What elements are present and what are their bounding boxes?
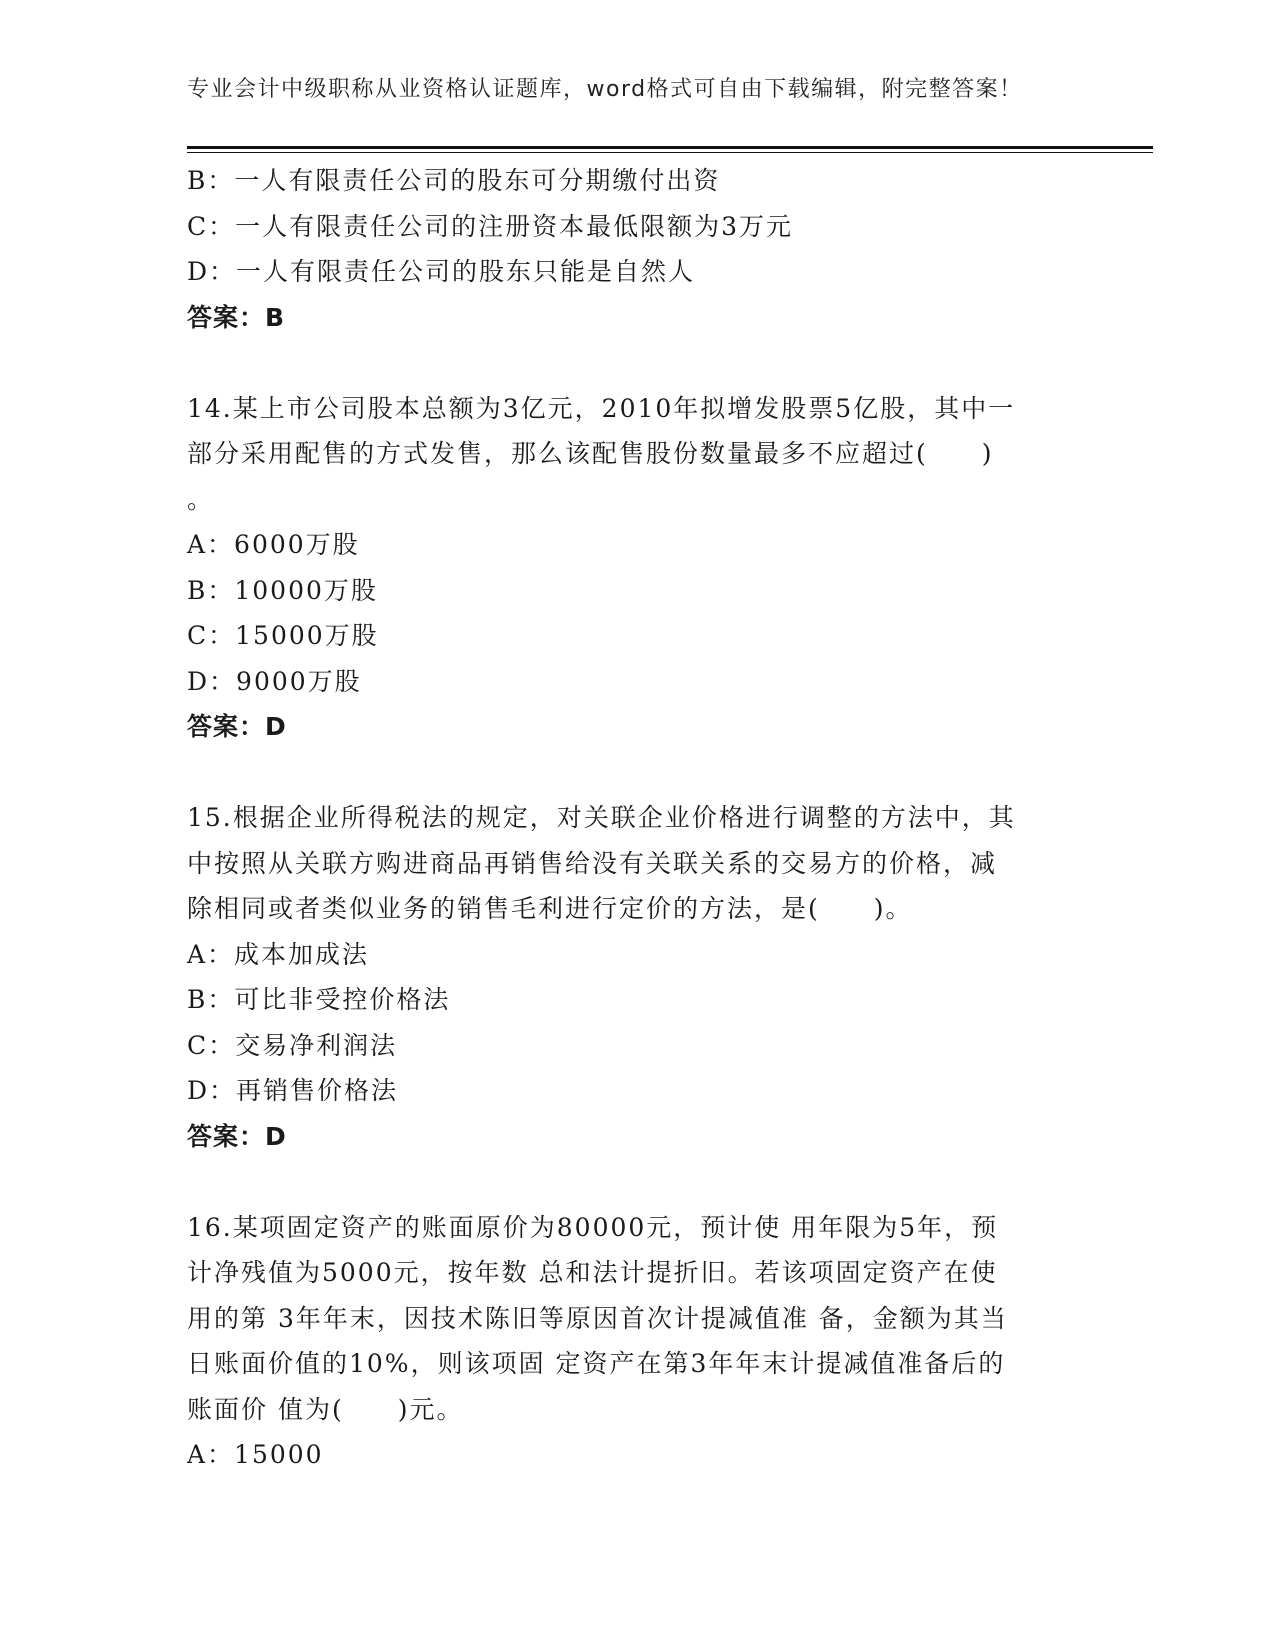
question-content xyxy=(187,158,1087,1478)
question-15-stem-line: 15.根据企业所得税法的规定，对关联企业价格进行调整的方法中，其 xyxy=(187,803,1016,832)
option-b: B：可比非受控价格法 xyxy=(187,985,451,1014)
question-14-stem-line: 14.某上市公司股本总额为3亿元，2010年拟增发股票5亿股，其中一 xyxy=(187,393,1016,423)
question-15 xyxy=(187,795,1087,1159)
spacer xyxy=(187,750,1087,796)
question-14 xyxy=(187,386,1087,750)
option-c: C：一人有限责任公司的注册资本最低限额为3万元 xyxy=(187,211,794,241)
option-d: D：再销售价格法 xyxy=(187,1076,399,1105)
question-16 xyxy=(187,1205,1087,1478)
question-16-stem-line: 16.某项固定资产的账面原价为80000元，预计使 用年限为5年，预 xyxy=(187,1212,999,1242)
option-b: B：10000万股 xyxy=(187,575,378,605)
question-16-stem-line: 日账面价值的10%，则该项固 定资产在第3年年末计提减值准备后的 xyxy=(187,1349,1006,1378)
question-15-stem-line: 除相同或者类似业务的销售毛利进行定价的方法，是( )。 xyxy=(187,894,913,923)
question-13-answer: 答案：B xyxy=(187,302,286,332)
option-a: A：6000万股 xyxy=(187,530,360,559)
option-c: C：交易净利润法 xyxy=(187,1030,398,1060)
question-16-stem-line: 用的第 3年年末，因技术陈旧等原因首次计提减值准 备，金额为其当 xyxy=(187,1303,1008,1333)
question-13-options xyxy=(187,158,1087,295)
question-15-answer: 答案：D xyxy=(187,1121,287,1151)
option-d: D：一人有限责任公司的股东只能是自然人 xyxy=(187,257,696,286)
question-14-answer: 答案：D xyxy=(187,712,287,741)
question-15-stem-line: 中按照从关联方购进商品再销售给没有关联关系的交易方的价格，减 xyxy=(187,848,998,878)
page-header: 专业会计中级职称从业资格认证题库，word格式可自由下载编辑，附完整答案！ xyxy=(187,77,1023,102)
header-rule-thin xyxy=(187,152,1153,153)
question-14-stem-line: 部分采用配售的方式发售，那么该配售股份数量最多不应超过( ) xyxy=(187,439,994,468)
option-b: B：一人有限责任公司的股东可分期缴付出资 xyxy=(187,166,721,195)
question-16-stem-line: 计净残值为5000元，按年数 总和法计提折旧。若该项固定资产在使 xyxy=(187,1258,998,1287)
question-14-stem-line: 。 xyxy=(187,484,215,514)
header-rule-thick xyxy=(187,146,1153,149)
spacer xyxy=(187,1159,1087,1205)
spacer xyxy=(187,340,1087,386)
option-a: A：15000 xyxy=(187,1440,324,1469)
option-a: A：成本加成法 xyxy=(187,939,370,969)
question-16-stem-line: 账面价 值为( )元。 xyxy=(187,1394,464,1424)
option-d: D：9000万股 xyxy=(187,666,362,696)
option-c: C：15000万股 xyxy=(187,621,379,650)
